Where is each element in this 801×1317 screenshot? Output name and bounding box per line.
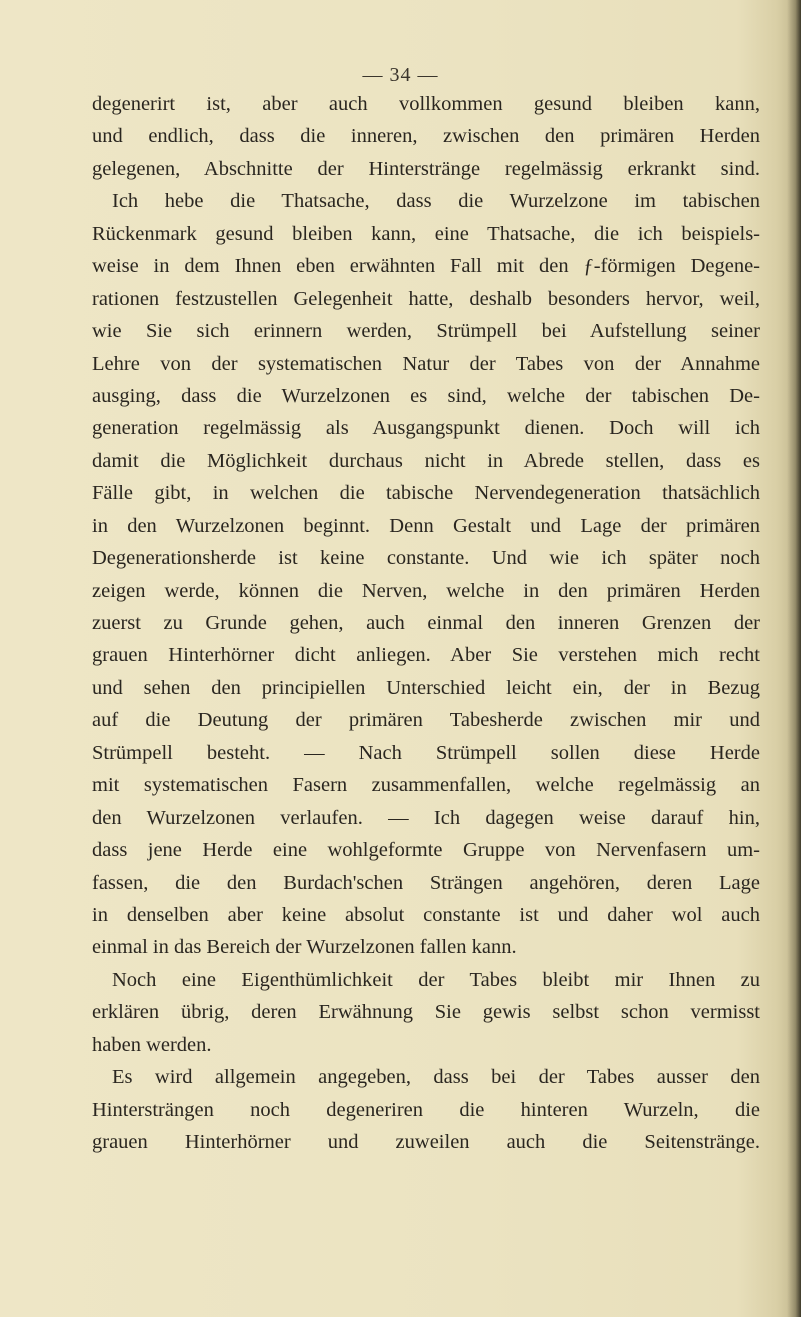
text-line: fassen, die den Burdach'schen Strängen angehören, deren Lage	[92, 871, 760, 894]
text-line: haben werden.	[92, 1033, 212, 1056]
text-line: einmal in das Bereich der Wurzelzonen fallen kann.	[92, 936, 517, 959]
text-line: zuerst zu Grunde gehen, auch einmal den inneren Grenzen der	[92, 612, 760, 634]
text-line: Noch eine Eigenthümlichkeit der Tabes bleibt mir Ihnen zu	[112, 968, 760, 991]
text-line: mit systematischen Fasern zusammenfallen, welche regelmässig an	[92, 774, 760, 797]
text-line: generation regelmässig als Ausgangspunkt dienen. Doch will ich	[92, 417, 760, 440]
page-number: — 34 —	[362, 64, 439, 86]
text-line: und endlich, dass die inneren, zwischen den primären Herden	[92, 125, 760, 148]
text-line: gelegenen, Abschnitte der Hinterstränge regelmässig erkrankt sind.	[92, 157, 760, 180]
text-line: grauen Hinterhörner dicht anliegen. Aber Sie verstehen mich recht	[92, 644, 760, 667]
text-line: den Wurzelzonen verlaufen. — Ich dagegen weise darauf hin,	[92, 806, 760, 829]
text-line: Strümpell besteht. — Nach Strümpell sollen diese Herde	[92, 741, 760, 764]
text-line: Ich hebe die Thatsache, dass die Wurzelzone im tabischen	[112, 190, 760, 213]
text-line: erklären übrig, deren Erwähnung Sie gewis selbst schon vermisst	[92, 1001, 760, 1024]
text-line: ausging, dass die Wurzelzonen es sind, welche der tabischen De-	[92, 384, 760, 407]
text-line: grauen Hinterhörner und zuweilen auch die Seitenstränge.	[92, 1131, 760, 1153]
text-line: Rückenmark gesund bleiben kann, eine Thatsache, die ich beispiels-	[92, 222, 760, 245]
text-line: degenerirt ist, aber auch vollkommen gesund bleiben kann,	[92, 93, 760, 115]
text-line: in den Wurzelzonen beginnt. Denn Gestalt und Lage der primären	[92, 514, 760, 537]
text-line: zeigen werde, können die Nerven, welche in den primären Herden	[92, 579, 760, 602]
text-line: Lehre von der systematischen Natur der Tabes von der Annahme	[92, 352, 760, 375]
text-line: dass jene Herde eine wohlgeformte Gruppe von Nervenfasern um-	[92, 839, 760, 862]
text-line: weise in dem Ihnen eben erwähnten Fall mit den ƒ-förmigen Degene-	[92, 255, 760, 278]
text-line: Degenerationsherde ist keine constante. Und wie ich später noch	[92, 547, 760, 570]
text-line: auf die Deutung der primären Tabesherde zwischen mir und	[92, 709, 760, 732]
text-line: Fälle gibt, in welchen die tabische Nervendegeneration thatsächlich	[92, 482, 760, 505]
page-edge-shadow	[787, 0, 801, 1317]
body-text	[92, 88, 760, 1158]
text-line: Hintersträngen noch degeneriren die hinteren Wurzeln, die	[92, 1098, 760, 1121]
text-line: in denselben aber keine absolut constante ist und daher wol auch	[92, 903, 760, 926]
text-line: und sehen den principiellen Unterschied leicht ein, der in Bezug	[92, 676, 760, 699]
text-line: damit die Möglichkeit durchaus nicht in Abrede stellen, dass es	[92, 449, 760, 472]
text-line: wie Sie sich erinnern werden, Strümpell bei Aufstellung seiner	[92, 320, 760, 343]
text-line: Es wird allgemein angegeben, dass bei der Tabes ausser den	[112, 1066, 760, 1089]
text-line: rationen festzustellen Gelegenheit hatte, deshalb besonders hervor, weil,	[92, 287, 760, 310]
